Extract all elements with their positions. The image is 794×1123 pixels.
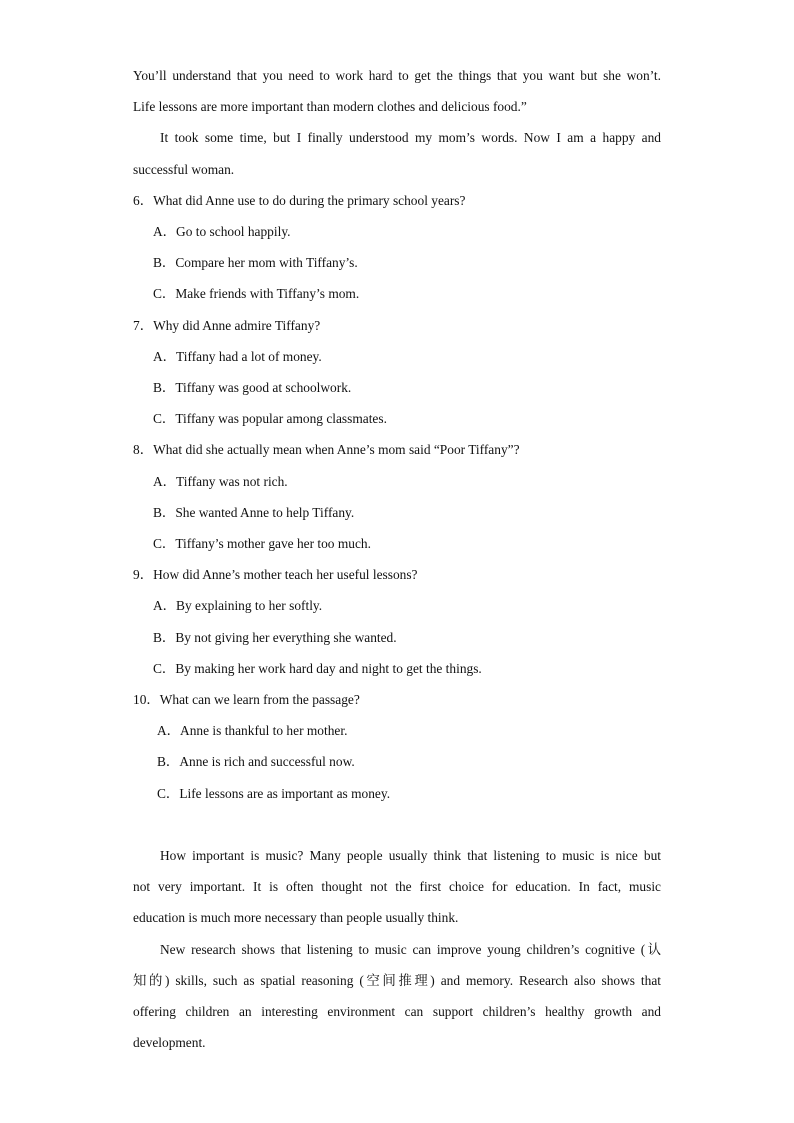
question-8 (133, 434, 661, 559)
passage1-ending (133, 60, 661, 185)
question-stem (133, 434, 661, 465)
passage-line: development. (133, 1035, 206, 1051)
passage-line: How important is music? Many people usually think that listening to music is nice but (160, 848, 661, 864)
option-c: C．Tiffany’s mother gave her too much. (153, 536, 371, 552)
passage-line: offering children an interesting environment can support children’s healthy growth and (133, 1004, 661, 1020)
option-a: A．Go to school happily. (153, 224, 291, 240)
section-gap (133, 809, 661, 840)
question-number: 10． (133, 692, 160, 708)
question-text: What can we learn from the passage? (159, 692, 360, 708)
question-10 (133, 684, 661, 809)
question-text: How did Anne’s mother teach her useful lessons? (153, 567, 418, 583)
option-c: C．Make friends with Tiffany’s mom. (153, 286, 360, 302)
option-c: C．Tiffany was popular among classmates. (153, 411, 387, 427)
question-number: 6． (133, 192, 154, 208)
option-b: B．Compare her mom with Tiffany’s. (153, 255, 358, 271)
question-number: 9． (133, 567, 154, 583)
passage-line: New research shows that listening to music can improve young children’s cognitive (认 (160, 941, 661, 957)
passage-line: It took some time, but I finally understood my mom’s words. Now I am a happy and (160, 130, 661, 146)
question-9 (133, 559, 661, 684)
option-b: B．She wanted Anne to help Tiffany. (153, 504, 355, 520)
option-b: B．Anne is rich and successful now. (157, 754, 355, 770)
passage-line: Life lessons are more important than modern clothes and delicious food.” (133, 99, 527, 115)
passage-line: education is much more necessary than people usually think. (133, 910, 459, 926)
question-stem (133, 559, 661, 590)
passage-line: 知的) skills, such as spatial reasoning (空间推理) and memory. Research also shows that (133, 972, 661, 988)
option-a: A．Anne is thankful to her mother. (157, 723, 348, 739)
question-number: 8． (133, 442, 154, 458)
question-6 (133, 185, 661, 310)
passage2 (133, 840, 661, 1058)
option-a: A．By explaining to her softly. (153, 598, 323, 614)
option-c: C．Life lessons are as important as money. (157, 785, 391, 801)
option-a: A．Tiffany had a lot of money. (153, 348, 322, 364)
question-stem (133, 310, 661, 341)
question-text: Why did Anne admire Tiffany? (153, 317, 321, 333)
passage-line: You’ll understand that you need to work hard to get the things that you want but she won’t. (133, 68, 661, 83)
question-stem (133, 185, 661, 216)
option-b: B．Tiffany was good at schoolwork. (153, 380, 352, 396)
option-c: C．By making her work hard day and night to get the things. (153, 660, 482, 676)
question-stem (133, 684, 661, 715)
question-7 (133, 310, 661, 435)
option-b: B．By not giving her everything she wanted. (153, 629, 397, 645)
passage-line: not very important. It is often thought not the first choice for education. In fact, music (133, 879, 661, 895)
passage-line: successful woman. (133, 161, 235, 177)
question-number: 7． (133, 317, 154, 333)
option-a: A．Tiffany was not rich. (153, 473, 288, 489)
question-text: What did Anne use to do during the primary school years? (153, 192, 466, 208)
question-text: What did she actually mean when Anne’s mom said “Poor Tiffany”? (153, 442, 520, 458)
document-page (133, 60, 661, 1058)
